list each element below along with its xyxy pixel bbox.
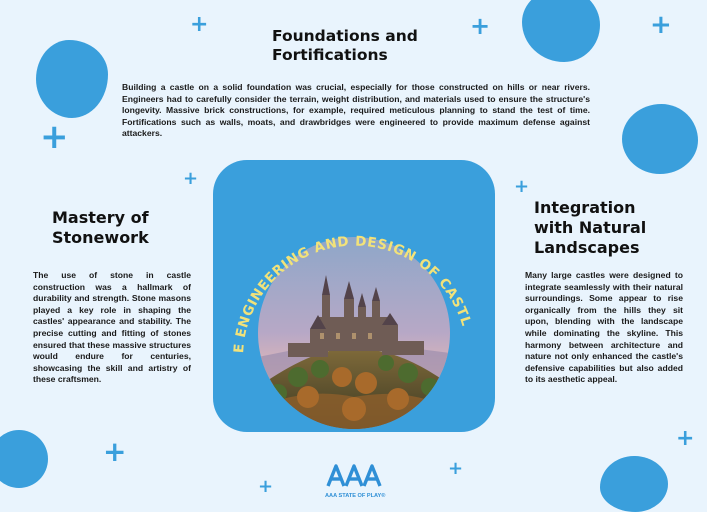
landscapes-heading (534, 198, 646, 258)
plus-icon: + (40, 117, 69, 157)
poster-title: THE ENGINEERING AND DESIGN OF CASTLES (207, 148, 475, 354)
plus-icon: + (470, 12, 491, 40)
plus-icon: + (650, 10, 672, 40)
plus-icon: + (190, 12, 209, 37)
blob-top-left (36, 40, 108, 118)
stonework-heading-line1: Mastery of (52, 208, 149, 227)
landscapes-heading-line1: Integration (534, 198, 636, 217)
plus-icon: + (183, 168, 199, 189)
stonework-heading-line2: Stonework (52, 228, 149, 247)
plus-icon: + (103, 435, 127, 468)
aaa-logo-icon (325, 462, 385, 488)
poster-title-arc (207, 148, 495, 432)
logo-text: AAA STATE OF PLAY® (325, 493, 386, 499)
landscapes-heading-line2: with Natural (534, 218, 647, 237)
plus-icon: + (258, 476, 274, 497)
landscapes-body: Many large castles were designed to integrate seamlessly with their natural surroundings. Some appear to rise organically from the hills they sit upon, blending with the landscape while dominating the skyline. This harmony between architecture and nature not only enhanced the castle's defensive capabilities but also added to its aesthetic appeal. (525, 270, 683, 385)
foundations-heading (272, 27, 418, 66)
blob-bottom-right (600, 456, 668, 512)
landscapes-heading-line3: Landscapes (534, 238, 640, 257)
foundations-body: Building a castle on a solid foundation was crucial, especially for those constructed on hills or near rivers. Engineers had to carefully consider the terrain, weight distribution, and materials used to ensure the structure's longevity. Massive brick constructions, for example, required meticulous planning to stand the test of time. Fortifications such as walls, moats, and drawbridges were engineered to provide maximum defense against attackers. (122, 82, 590, 139)
foundations-heading-line1: Foundations and (272, 27, 418, 45)
plus-icon: + (676, 426, 695, 451)
aaa-logo (325, 462, 385, 498)
foundations-heading-line2: Fortifications (272, 46, 388, 65)
blob-top-right (522, 0, 600, 62)
stonework-heading (52, 208, 149, 248)
plus-icon: + (448, 458, 464, 479)
blob-bottom-left (0, 430, 48, 488)
plus-icon: + (514, 176, 530, 197)
blob-right-mid (622, 104, 698, 174)
stonework-body: The use of stone in castle construction was a hallmark of durability and strength. Stone masons played a key role in shaping the castles' appearance and stability. The precise cutting and fitting of stones ensured that these massive structures would endure for centuries, showcasing the skill and artistry of these craftsmen. (33, 270, 191, 385)
svg-text:THE ENGINEERING AND DESIGN OF (207, 148, 474, 354)
